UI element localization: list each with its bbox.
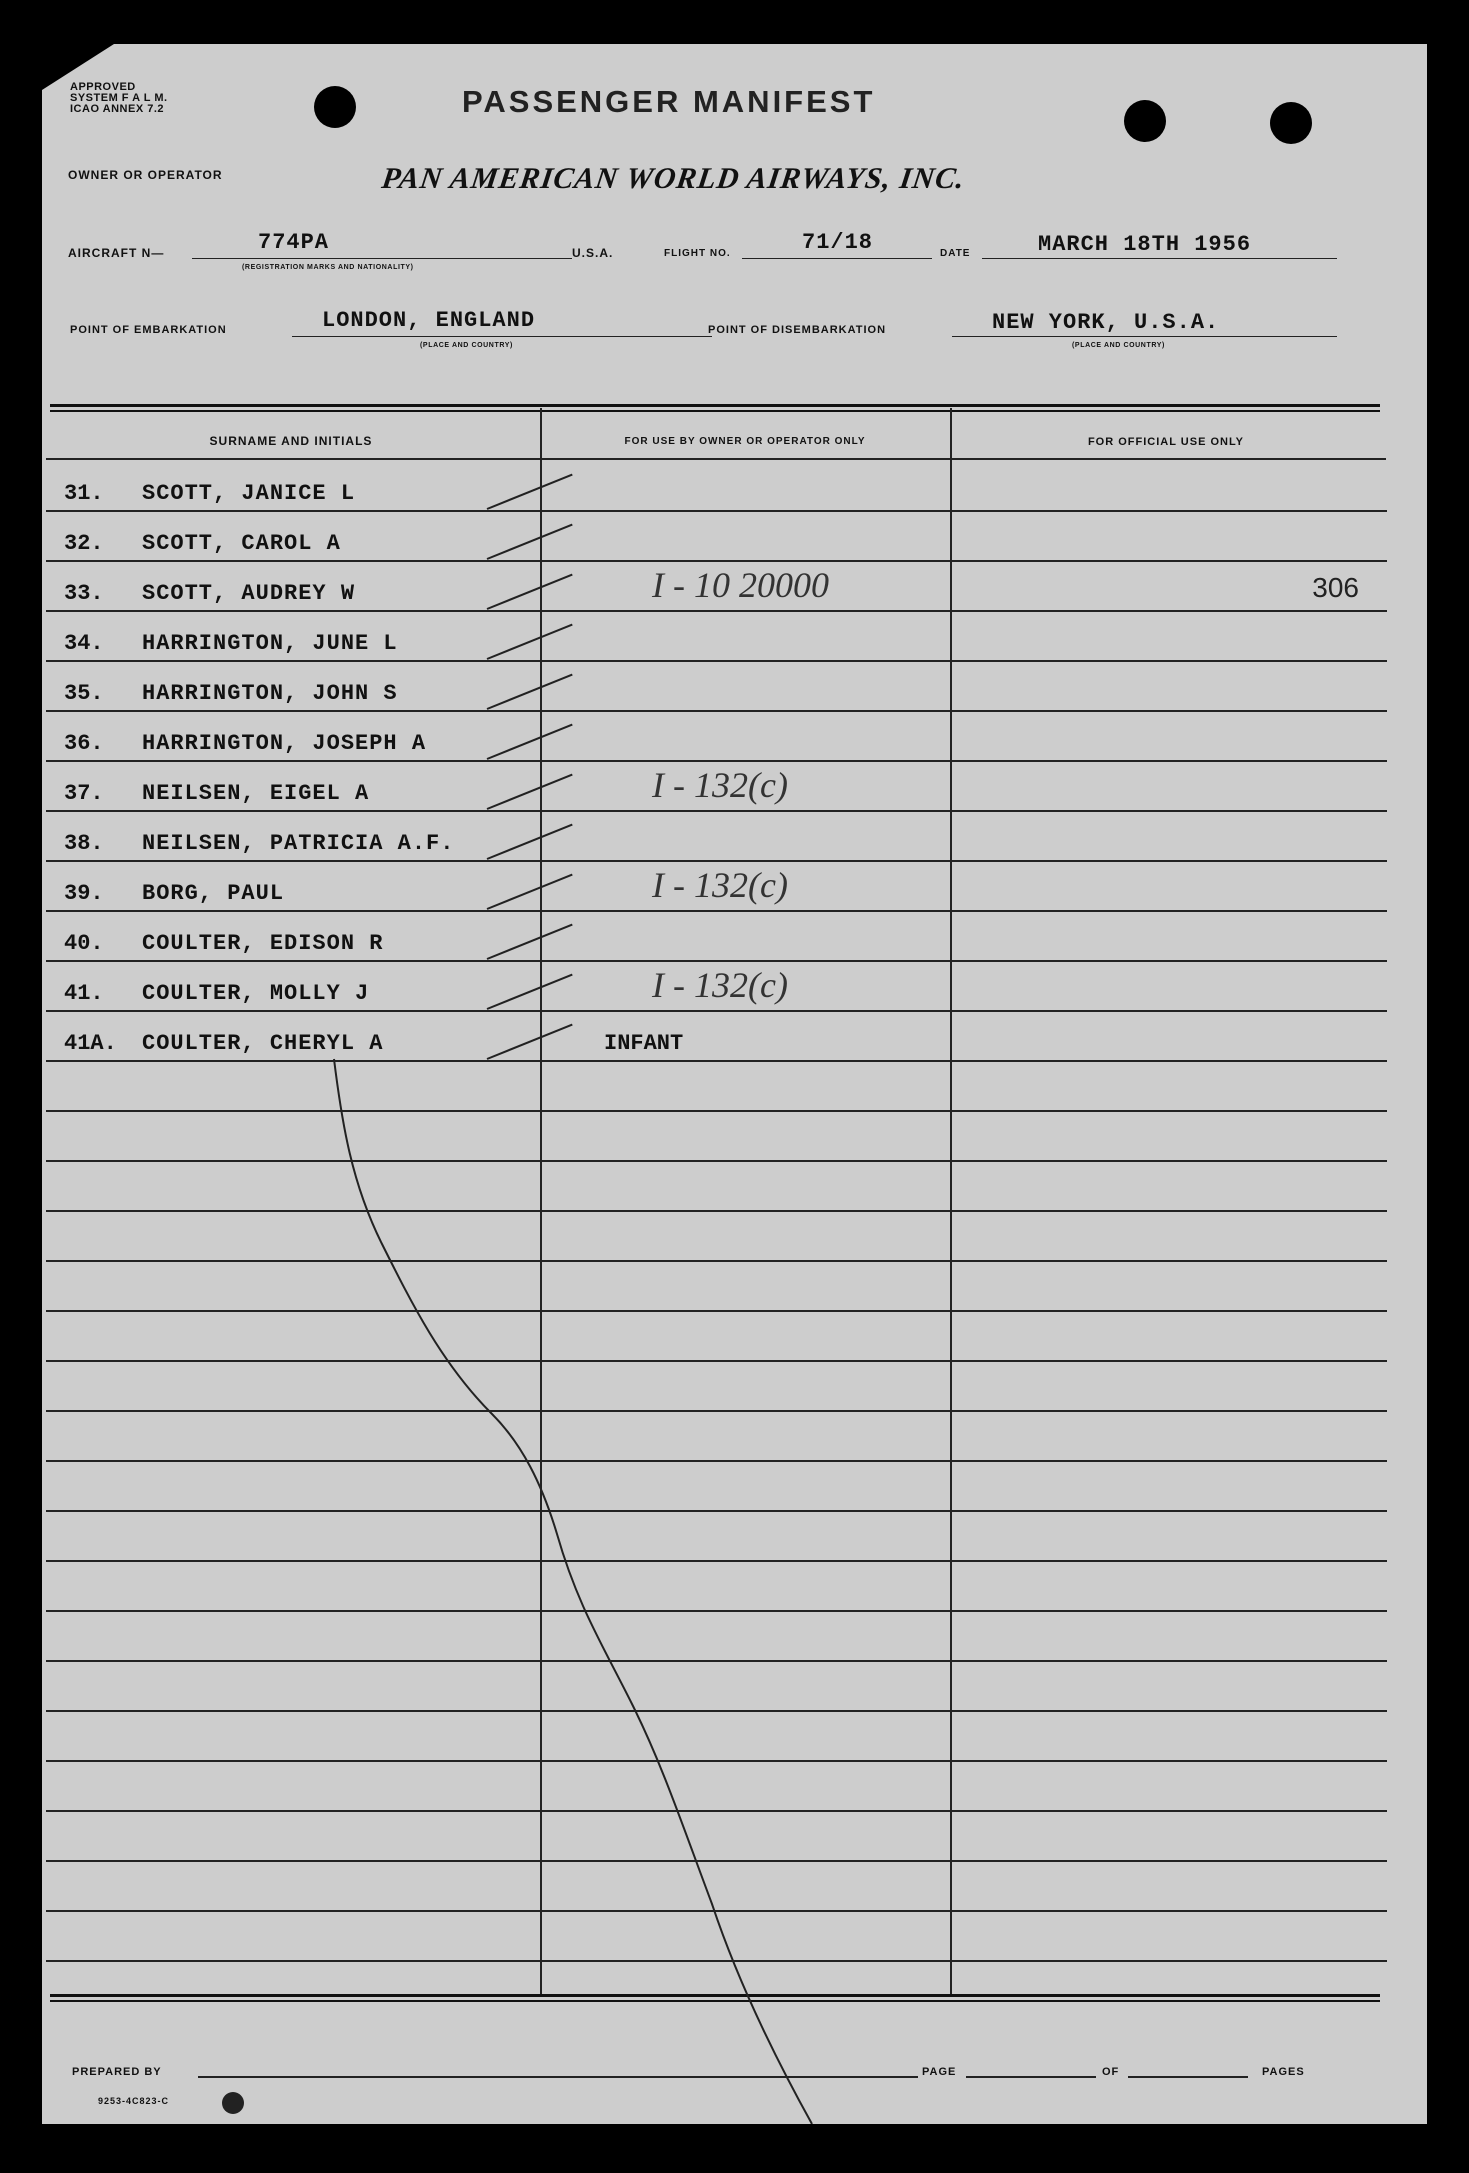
- passenger-name: HARRINGTON, JUNE L: [142, 631, 398, 656]
- passenger-name: NEILSEN, EIGEL A: [142, 781, 370, 806]
- page-label: PAGE: [922, 2066, 957, 2078]
- row-number: 40.: [64, 931, 104, 956]
- official-note: 306: [1312, 572, 1359, 603]
- owner-note: I - 132(c): [652, 765, 788, 805]
- passenger-name: SCOTT, CAROL A: [142, 531, 341, 556]
- owner-label: OWNER OR OPERATOR: [68, 168, 223, 182]
- disembark-sub: (PLACE AND COUNTRY): [1072, 342, 1165, 349]
- prepared-line: [198, 2076, 918, 2078]
- date-label: DATE: [940, 248, 971, 259]
- passenger-name: COULTER, CHERYL A: [142, 1031, 384, 1056]
- aircraft-label: AIRCRAFT N—: [68, 246, 165, 260]
- prepared-label: PREPARED BY: [72, 2066, 162, 2078]
- flight-value: 71/18: [802, 230, 874, 255]
- row-number: 33.: [64, 581, 104, 606]
- row-number: 31.: [64, 481, 104, 506]
- operator-name: PAN AMERICAN WORLD AIRWAYS, INC.: [379, 162, 968, 195]
- embark-value: LONDON, ENGLAND: [322, 308, 536, 333]
- passenger-name: SCOTT, AUDREY W: [142, 581, 356, 606]
- embark-sub: (PLACE AND COUNTRY): [420, 342, 513, 349]
- embark-label: POINT OF EMBARKATION: [70, 324, 227, 336]
- row-number: 37.: [64, 781, 104, 806]
- row-number: 32.: [64, 531, 104, 556]
- pages-label: PAGES: [1262, 2066, 1305, 2078]
- passenger-name: BORG, PAUL: [142, 881, 285, 906]
- aircraft-value: 774PA: [258, 230, 330, 255]
- date-value: MARCH 18TH 1956: [1038, 232, 1252, 257]
- passenger-name: HARRINGTON, JOSEPH A: [142, 731, 427, 756]
- column-header-official: FOR OFFICIAL USE ONLY: [1087, 436, 1245, 448]
- owner-note: I - 132(c): [652, 865, 788, 905]
- passenger-name: COULTER, EDISON R: [142, 931, 384, 956]
- row-number: 38.: [64, 831, 104, 856]
- page-title: PASSENGER MANIFEST: [462, 84, 876, 119]
- flight-label: FLIGHT NO.: [664, 248, 731, 259]
- passenger-name: SCOTT, JANICE L: [142, 481, 356, 506]
- passenger-name: NEILSEN, PATRICIA A.F.: [142, 831, 455, 856]
- row-number: 39.: [64, 881, 104, 906]
- approval-stamp: APPROVED SYSTEM F A L M. ICAO ANNEX 7.2: [70, 81, 168, 115]
- union-bug-icon: [222, 2092, 244, 2114]
- of-label: OF: [1102, 2066, 1120, 2078]
- pen-stroke: [42, 44, 1427, 2124]
- row-number: 41A.: [64, 1031, 117, 1056]
- owner-note: I - 132(c): [652, 965, 788, 1005]
- disembark-value: NEW YORK, U.S.A.: [992, 310, 1220, 335]
- aircraft-sub: (REGISTRATION MARKS AND NATIONALITY): [242, 264, 414, 271]
- row-number: 41.: [64, 981, 104, 1006]
- column-header-names: SURNAME AND INITIALS: [209, 434, 373, 448]
- column-header-owner: FOR USE BY OWNER OR OPERATOR ONLY: [624, 436, 866, 447]
- manifest-sheet: [42, 44, 1427, 2124]
- passenger-name: COULTER, MOLLY J: [142, 981, 370, 1006]
- disembark-label: POINT OF DISEMBARKATION: [708, 324, 887, 336]
- row-number: 35.: [64, 681, 104, 706]
- row-number: 36.: [64, 731, 104, 756]
- form-code: 9253-4C823-C: [98, 2096, 170, 2106]
- owner-note: INFANT: [604, 1031, 684, 1056]
- owner-note: I - 10 20000: [652, 565, 829, 605]
- row-number: 34.: [64, 631, 104, 656]
- usa-label: U.S.A.: [572, 246, 614, 260]
- of-line: [1128, 2076, 1248, 2078]
- page-line: [966, 2076, 1096, 2078]
- passenger-name: HARRINGTON, JOHN S: [142, 681, 398, 706]
